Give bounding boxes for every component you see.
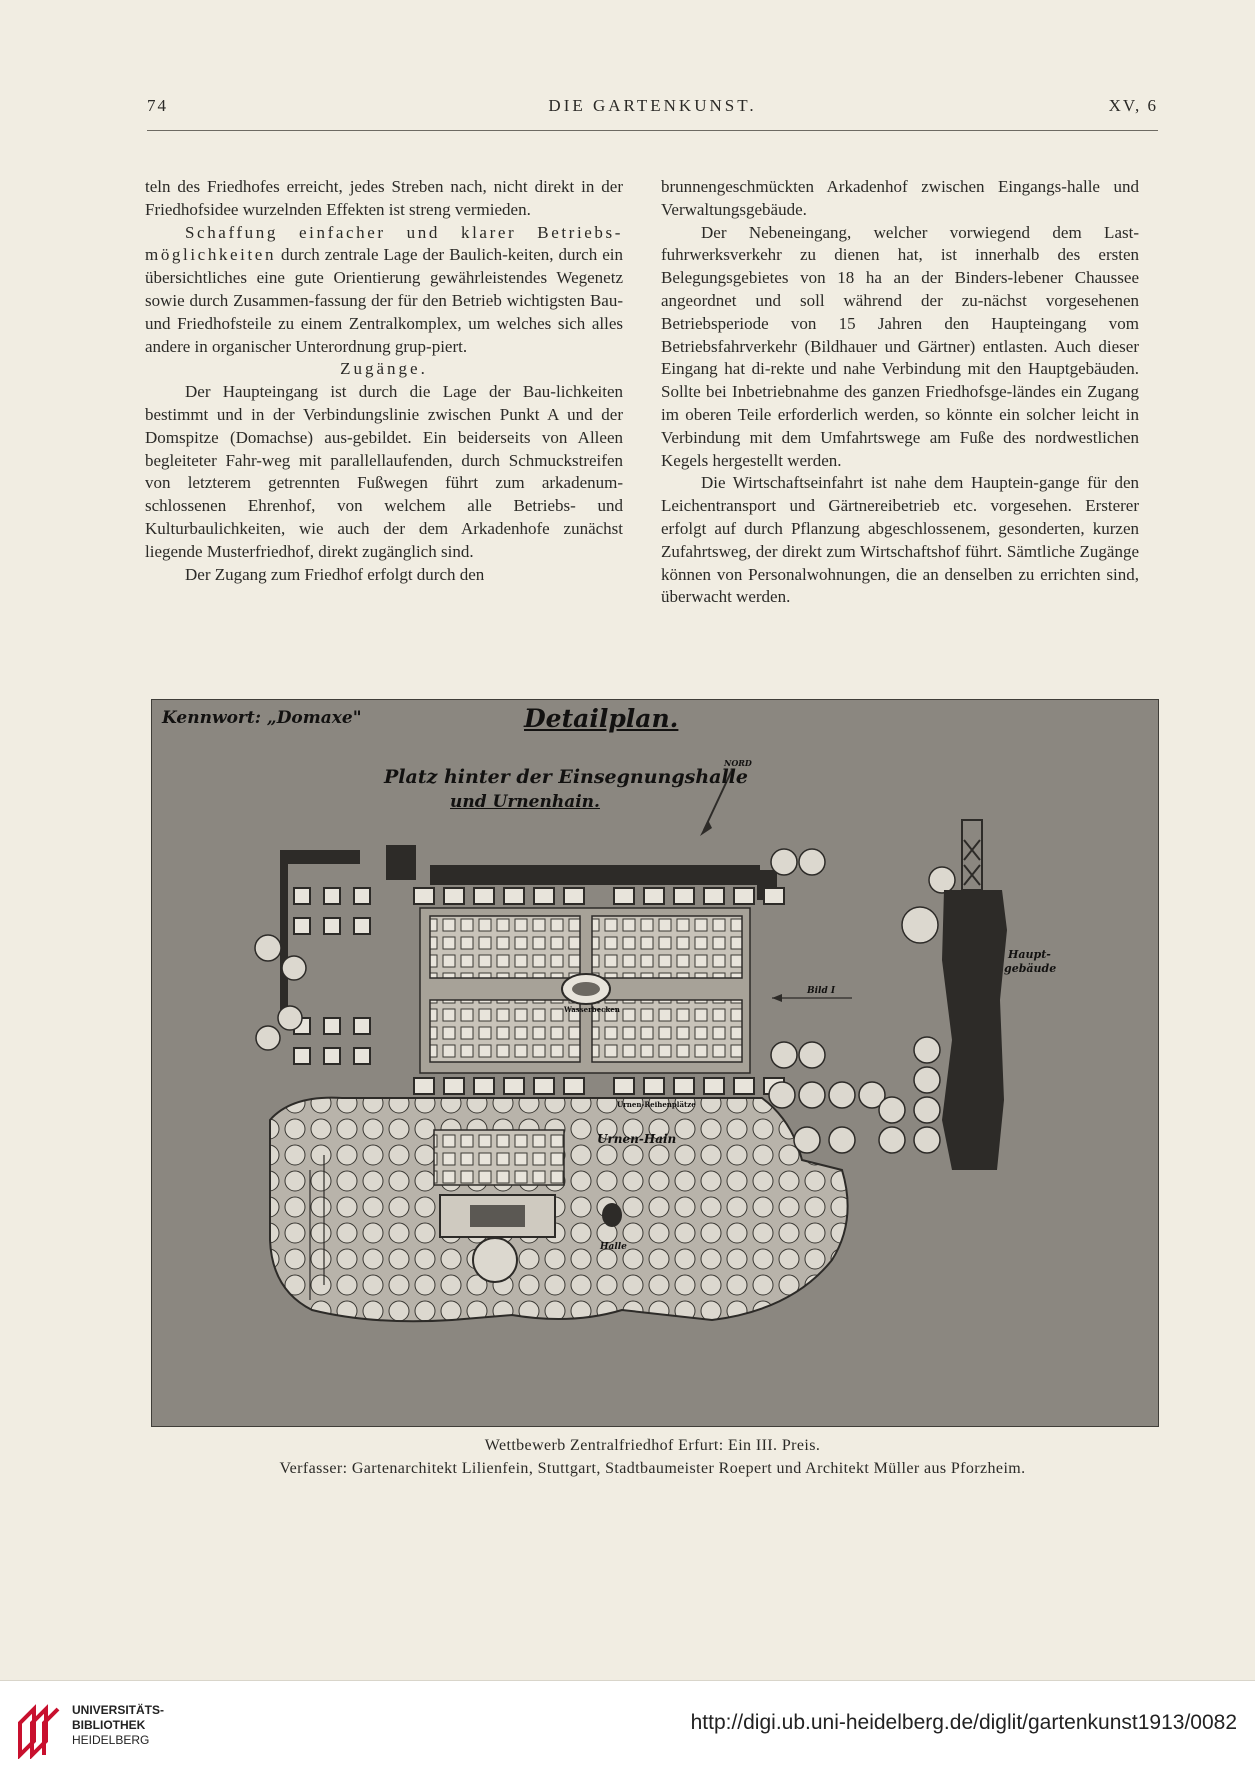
paragraph: teln des Friedhofes erreicht, jedes Streben nach, nicht direkt in der Friedhofsidee wurzelnden Effekten ist streng vermieden. bbox=[145, 177, 623, 219]
header-rule bbox=[147, 130, 1158, 131]
library-name bbox=[72, 1703, 164, 1748]
water-basin-label: Wasserbecken bbox=[564, 1005, 620, 1014]
paragraph: brunnengeschmückten Arkadenhof zwischen Eingangs-halle und Verwaltungsgebäude. bbox=[661, 177, 1139, 219]
paragraph-text: durch zentrale Lage der Baulich-keiten, durch ein übersichtliches eine gute Orientierung gewährleistendes Wegenetz sowie durch Zusammen-fassung der für den Betrieb wichtigsten Bau- und Friedhofsteile zu einem Zentralkomplex, um welches sich alles andere in organischer Unterordnung grup-piert. bbox=[145, 245, 623, 356]
paragraph: Die Wirtschaftseinfahrt ist nahe dem Hauptein-gange für den Leichentransport und Gärtnereibetrieb etc. vorgesehen. Ersterer erfolgt auf durch Pflanzung abgeschlossenem, gesonderten, kurzen Zufahrtsweg, der direkt zum Wirtschaftshof führt. Sämtliche Zugänge können von Personalwohnungen, die an denselben zu errichten sind, überwacht werden. bbox=[661, 473, 1139, 607]
urn-rows-label: Urnen-Reihenplätze bbox=[617, 1100, 696, 1109]
running-header bbox=[147, 96, 1158, 122]
paragraph: Der Haupteingang ist durch die Lage der Bau-lichkeiten bestimmt und in der Verbindungslinie zwischen Punkt A und der Domspitze (Domachse) aus-gebildet. Ein beiderseits von Alleen begleiteter Fahr-weg mit parallellaufenden, durch Schmuckstreifen von letzterem getrennten Fußwegen führt zum arkadenum-schlossenen Ehrenhof, von welchem alle Betriebs- und Kulturbaulichkeiten, wie auch der dem Arkadenhofe zunächst liegende Musterfriedhof, direkt zugänglich sind. bbox=[145, 382, 623, 561]
spaced-emphasis: Schaffung einfacher und klarer Betriebs-möglichkeiten bbox=[145, 222, 623, 265]
figure-caption-line-2: Verfasser: Gartenarchitekt Lilienfein, Stuttgart, Stadtbaumeister Roepert und Architekt Müller aus Pforzheim. bbox=[279, 1460, 1026, 1477]
library-name-line: BIBLIOTHEK bbox=[72, 1718, 146, 1732]
right-column bbox=[661, 176, 1139, 609]
hall-label: Halle bbox=[600, 1242, 627, 1252]
urn-grove-label: Urnen-Hain bbox=[597, 1132, 677, 1146]
north-label: NORD bbox=[724, 758, 752, 768]
site-plan-figure bbox=[151, 699, 1159, 1427]
running-title: DIE GARTENKUNST. bbox=[548, 96, 757, 115]
library-logo-icon bbox=[14, 1695, 66, 1759]
site-plan-drawing bbox=[152, 700, 1158, 1426]
library-name-line: UNIVERSITÄTS- bbox=[72, 1703, 165, 1717]
main-building-label: gebäude bbox=[1004, 962, 1057, 975]
figure-caption-line-1: Wettbewerb Zentralfriedhof Erfurt: Ein III. Preis. bbox=[484, 1437, 821, 1454]
plan-subtitle: Platz hinter der Einsegnungshalle bbox=[384, 766, 748, 788]
paragraph: Der Nebeneingang, welcher vorwiegend dem Last-fuhrwerksverkehr zu dienen hat, ist innerhalb des ersten Belegungsgebietes von 18 ha an der Binders-lebener Chaussee angeordnet und soll während der zu-nächst vorgesehenen Betriebsperiode von 15 Jahren den Haupteingang vom Betriebsfahrverkehr (Bildhauer und Gärtner) entlasten. Auch dieser Eingang hat di-rekte und nahe Verbindung mit den Hauptgebäuden. Sollte bei Inbetriebnahme des ganzen Friedhofsge-ländes ein Zugang im oberen Teile erforderlich werden, so könnte ein solcher leicht in Verbindung mit dem Umfahrtswege am Fuße des nordwestlichen Kegels hergestellt werden. bbox=[661, 222, 1139, 470]
paragraph: Der Zugang zum Friedhof erfolgt durch den bbox=[185, 564, 485, 584]
paragraph bbox=[145, 222, 623, 359]
left-column bbox=[145, 176, 623, 586]
main-building-label: Haupt- bbox=[1008, 948, 1051, 961]
section-heading: Zugänge. bbox=[340, 359, 428, 379]
library-footer-bar bbox=[0, 1680, 1255, 1771]
library-name-line: HEIDELBERG bbox=[72, 1733, 150, 1747]
permalink-url[interactable]: http://digi.ub.uni-heidelberg.de/diglit/gartenkunst1913/0082 bbox=[690, 1711, 1237, 1734]
volume-issue: XV, 6 bbox=[1108, 96, 1158, 115]
page-number: 74 bbox=[147, 96, 168, 115]
kennwort-label: Kennwort: „Domaxe" bbox=[162, 708, 362, 728]
plan-subtitle: und Urnenhain. bbox=[450, 792, 600, 812]
view-marker-label: Bild I bbox=[807, 986, 836, 996]
plan-title: Detailplan. bbox=[524, 704, 679, 733]
